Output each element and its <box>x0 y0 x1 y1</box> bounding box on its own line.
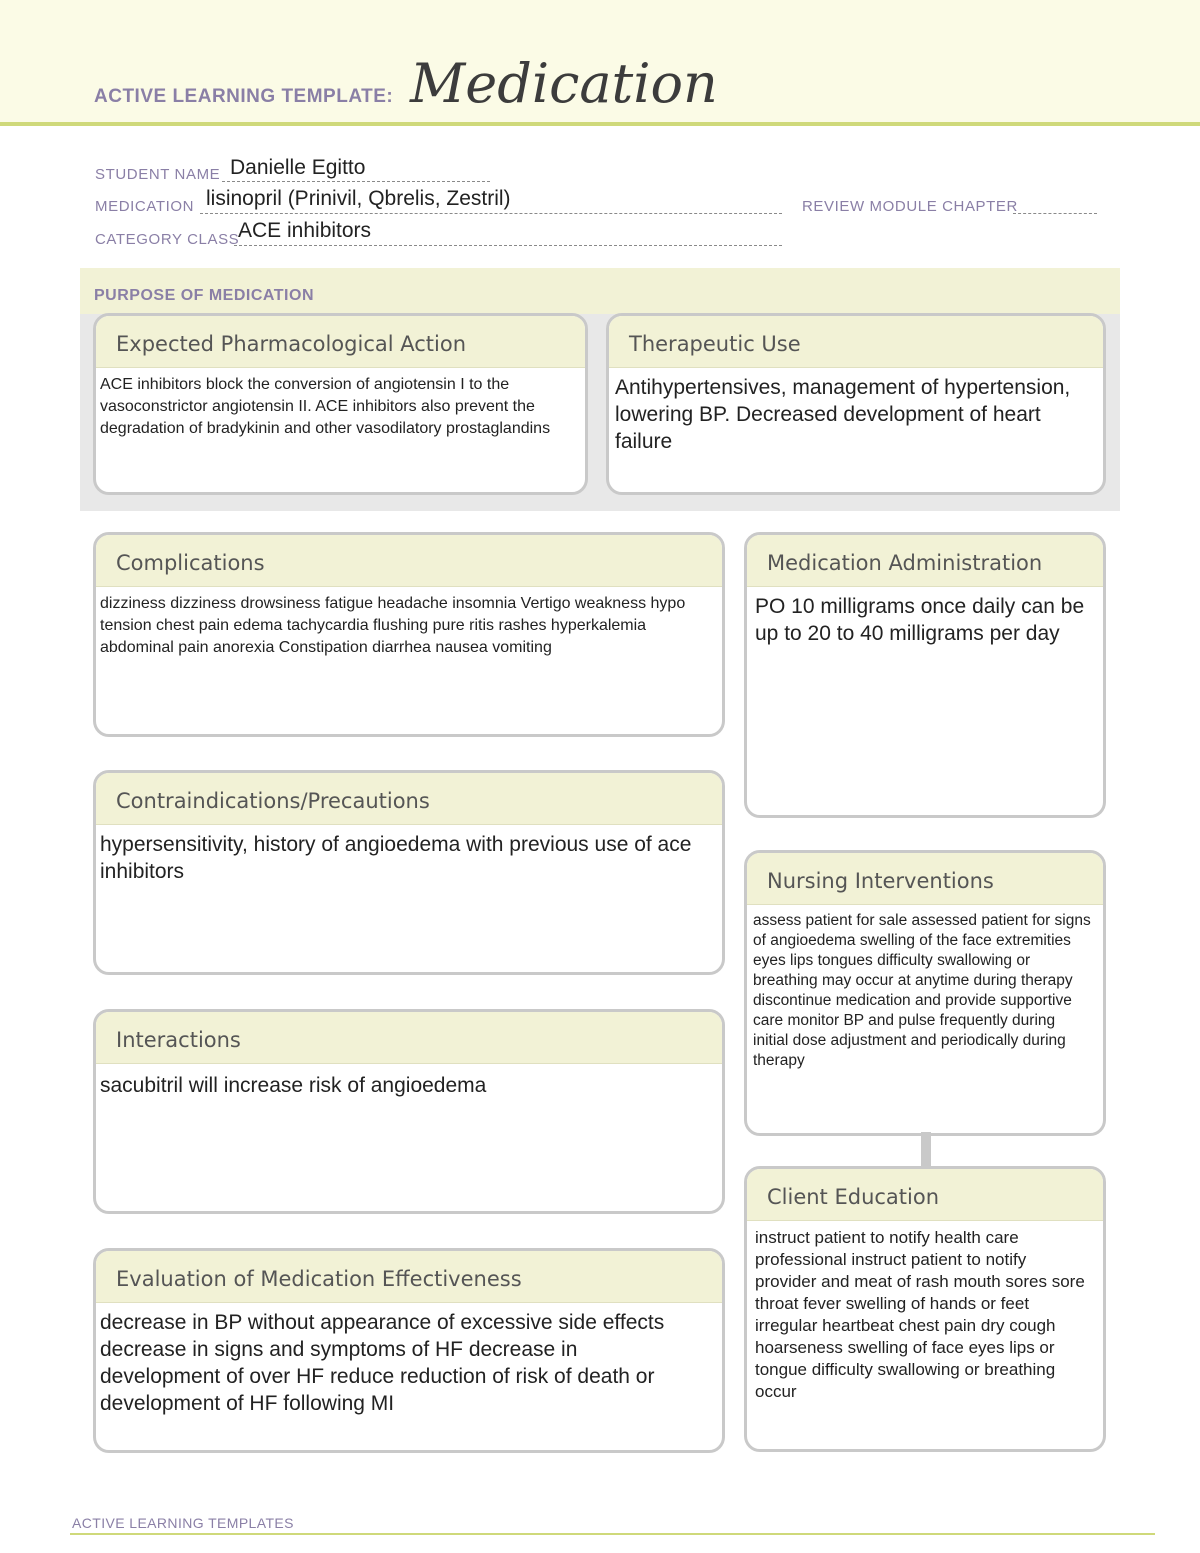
medication-field[interactable]: lisinopril (Prinivil, Qbrelis, Zestril) <box>206 187 511 210</box>
student-name-label: STUDENT NAME <box>95 166 221 183</box>
footer-label: ACTIVE LEARNING TEMPLATES <box>72 1515 294 1531</box>
category-class-label: CATEGORY CLASS <box>95 231 240 248</box>
complications-title: Complications <box>96 535 722 587</box>
category-class-line <box>234 245 782 246</box>
therapeutic-use-card <box>606 313 1106 495</box>
header-rule <box>0 122 1200 126</box>
contraindications-title: Contraindications/Precautions <box>96 773 722 825</box>
contraindications-text[interactable]: hypersensitivity, history of angioedema with previous use of ace inhibitors <box>100 833 692 883</box>
expected-action-text[interactable]: ACE inhibitors block the conversion of angiotensin I to the vasoconstrictor angiotensin II. ACE inhibitors also prevent the degradation of bradykinin and other vasodilatory prostaglandins <box>100 376 551 437</box>
therapeutic-use-title: Therapeutic Use <box>609 316 1103 368</box>
review-module-label: REVIEW MODULE CHAPTER <box>802 198 1018 215</box>
evaluation-title: Evaluation of Medication Effectiveness <box>96 1251 722 1303</box>
nursing-title: Nursing Interventions <box>747 853 1103 905</box>
template-label: ACTIVE LEARNING TEMPLATE: <box>94 86 394 107</box>
client-education-title: Client Education <box>747 1169 1103 1221</box>
footer-rule <box>70 1533 1155 1535</box>
expected-action-card <box>93 313 588 495</box>
medication-label: MEDICATION <box>95 198 195 215</box>
purpose-label: PURPOSE OF MEDICATION <box>94 287 314 304</box>
evaluation-text[interactable]: decrease in BP without appearance of excessive side effects decrease in signs and symptoms of HF decrease in development of over HF reduce reduction of risk of death or development of HF following MI <box>100 1311 665 1415</box>
nursing-card <box>744 850 1106 1136</box>
complications-text[interactable]: dizziness dizziness drowsiness fatigue headache insomnia Vertigo weakness hypo tension chest pain edema tachycardia flushing pure ritis rashes hyperkalemia abdominal pain anorexia Constipation diarrhea nausea vomiting <box>100 595 686 656</box>
medication-line <box>200 213 782 214</box>
administration-text[interactable]: PO 10 milligrams once daily can be up to 20 to 40 milligrams per day <box>755 595 1085 645</box>
evaluation-card <box>93 1248 725 1453</box>
administration-title: Medication Administration <box>747 535 1103 587</box>
client-education-card <box>744 1166 1106 1452</box>
connector-bar <box>921 1132 931 1166</box>
interactions-text[interactable]: sacubitril will increase risk of angioedema <box>100 1074 487 1097</box>
nursing-text[interactable]: assess patient for sale assessed patient for signs of angioedema swelling of the face extremities eyes lips tongues difficulty swallowing or breathing may occur at anytime during therapy discontinue medication and provide supportive care monitor BP and pulse frequently during initial dose adjustment and periodically during therapy <box>753 912 1091 1069</box>
review-module-field[interactable] <box>1013 213 1097 214</box>
client-education-text[interactable]: instruct patient to notify health care professional instruct patient to notify provider and meat of rash mouth sores sore throat fever swelling of hands or feet irregular heartbeat chest pain dry cough hoarseness swelling of face eyes lips or tongue difficulty swallowing or breathing occur <box>755 1228 1085 1401</box>
expected-action-title: Expected Pharmacological Action <box>96 316 585 368</box>
student-name-field[interactable]: Danielle Egitto <box>230 156 366 179</box>
administration-card <box>744 532 1106 818</box>
student-name-line <box>222 181 490 182</box>
interactions-card <box>93 1009 725 1214</box>
complications-card <box>93 532 725 737</box>
therapeutic-use-text[interactable]: Antihypertensives, management of hypertension, lowering BP. Decreased development of heart failure <box>615 376 1071 453</box>
contraindications-card <box>93 770 725 975</box>
interactions-title: Interactions <box>96 1012 722 1064</box>
category-class-field[interactable]: ACE inhibitors <box>238 219 372 242</box>
template-title: Medication <box>410 52 718 115</box>
